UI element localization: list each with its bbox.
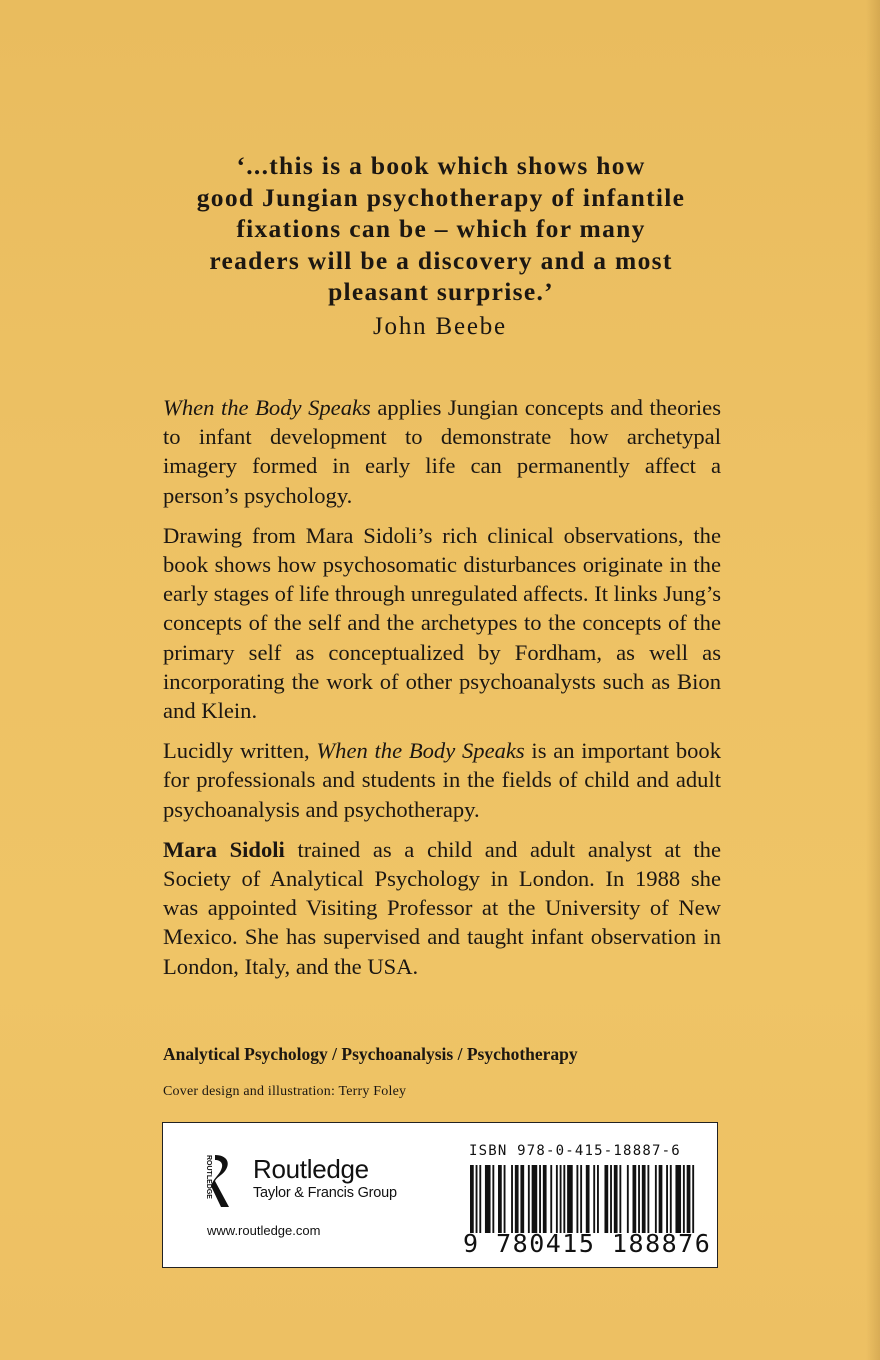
barcode-bar: [511, 1165, 513, 1233]
barcode-bar: [610, 1165, 612, 1233]
barcode-bar: [563, 1165, 565, 1233]
description-paragraph-3: Lucidly written, When the Body Speaks is an important book for professionals and students in the fields of child and adult psychoanalysis and psychotherapy.: [163, 738, 722, 822]
barcode-bar: [593, 1165, 595, 1233]
barcode-bar: [604, 1165, 608, 1233]
barcode-bar: [683, 1165, 685, 1233]
barcode-bar: [659, 1165, 663, 1233]
barcode-bar: [515, 1165, 519, 1233]
quote-line: fixations can be – which for many: [236, 214, 646, 243]
barcode-bar: [479, 1165, 481, 1233]
barcode-bar: [504, 1165, 506, 1233]
quote-author: John Beebe: [373, 313, 507, 340]
barcode-bar: [670, 1165, 672, 1233]
barcode-bar: [627, 1165, 629, 1233]
book-description: [163, 393, 721, 992]
barcode-bar: [492, 1165, 494, 1233]
book-title: When the Body Speaks: [316, 738, 525, 764]
barcode-bar: [560, 1165, 562, 1233]
barcode-bar: [550, 1165, 552, 1233]
barcode-bar: [580, 1165, 582, 1233]
publisher-url: www.routledge.com: [207, 1223, 321, 1238]
description-paragraph-1: When the Body Speaks applies Jungian concepts and theories to infant development to demonstrate how archetypal imagery formed in early life can permanently affect a person’s psychology.: [163, 395, 721, 508]
barcode-bar: [619, 1165, 621, 1233]
barcode-bar: [642, 1165, 646, 1233]
isbn-digits: 9 780415 188876: [463, 1229, 712, 1258]
barcode-bar: [532, 1165, 538, 1233]
barcode-bar: [586, 1165, 590, 1233]
subject-categories: Analytical Psychology / Psychoanalysis / Psychotherapy: [163, 1044, 578, 1064]
barcode-bar: [567, 1165, 573, 1233]
barcode-bar: [470, 1165, 474, 1233]
routledge-logo-icon: [201, 1153, 231, 1209]
barcode-bar: [638, 1165, 640, 1233]
book-title: When the Body Speaks: [163, 395, 371, 420]
author-bio: Mara Sidoli trained as a child and adult analyst at the Society of Analytical Psychology in London. In 1988 she was appointed Visiting Professor at the University of New Mexico. She has supervised and taught infant observation in London, Italy, and the USA.: [163, 836, 721, 979]
barcode-bar: [485, 1165, 491, 1233]
barcode-bar: [655, 1165, 657, 1233]
publisher-barcode-panel: [162, 1122, 718, 1268]
publisher-name: Routledge: [253, 1154, 369, 1184]
publisher-wordmark: [253, 1155, 397, 1203]
quote-line: readers will be a discovery and a most: [209, 245, 673, 275]
barcode-bar: [633, 1165, 637, 1233]
barcode-bar: [543, 1165, 547, 1233]
barcode-bar: [576, 1165, 578, 1233]
barcode-bar: [692, 1165, 694, 1233]
barcode-bar: [647, 1165, 649, 1233]
barcode-bar: [498, 1165, 502, 1233]
quote-line: pleasant surprise.’: [328, 277, 554, 306]
quote-line: ‘...this is a book which shows how: [236, 151, 646, 180]
barcode-bar: [528, 1165, 530, 1233]
author-name: Mara Sidoli: [163, 836, 285, 862]
barcode-bar: [476, 1165, 478, 1233]
barcode-icon: [468, 1165, 698, 1233]
isbn-label: ISBN 978-0-415-18887-6: [469, 1143, 681, 1159]
svg-text:ROUTLEDGE: ROUTLEDGE: [205, 1155, 212, 1199]
cover-credit: Cover design and illustration: Terry Foley: [163, 1084, 407, 1099]
barcode-bar: [556, 1165, 558, 1233]
barcode-bar: [520, 1165, 524, 1233]
barcode-bar: [597, 1165, 599, 1233]
barcode-bar: [614, 1165, 618, 1233]
barcode-bar: [675, 1165, 681, 1233]
barcode-bar: [687, 1165, 691, 1233]
publisher-group: Taylor & Francis Group: [253, 1185, 397, 1201]
review-quote: [120, 150, 762, 308]
barcode-bar: [666, 1165, 668, 1233]
description-paragraph-2: Drawing from Mara Sidoli’s rich clinical observations, the book shows how psychosomatic disturbances originate in the early stages of life through unregulated affects. It links Jung’s concepts of the self and the archetypes to the concepts of the primary self as conceptualized by Fordham, as well as incorporating the work of other psychoanalysts such as Bion and Klein.: [163, 522, 722, 724]
quote-line: good Jungian psychotherapy of infantile: [196, 182, 686, 212]
barcode-bar: [539, 1165, 541, 1233]
